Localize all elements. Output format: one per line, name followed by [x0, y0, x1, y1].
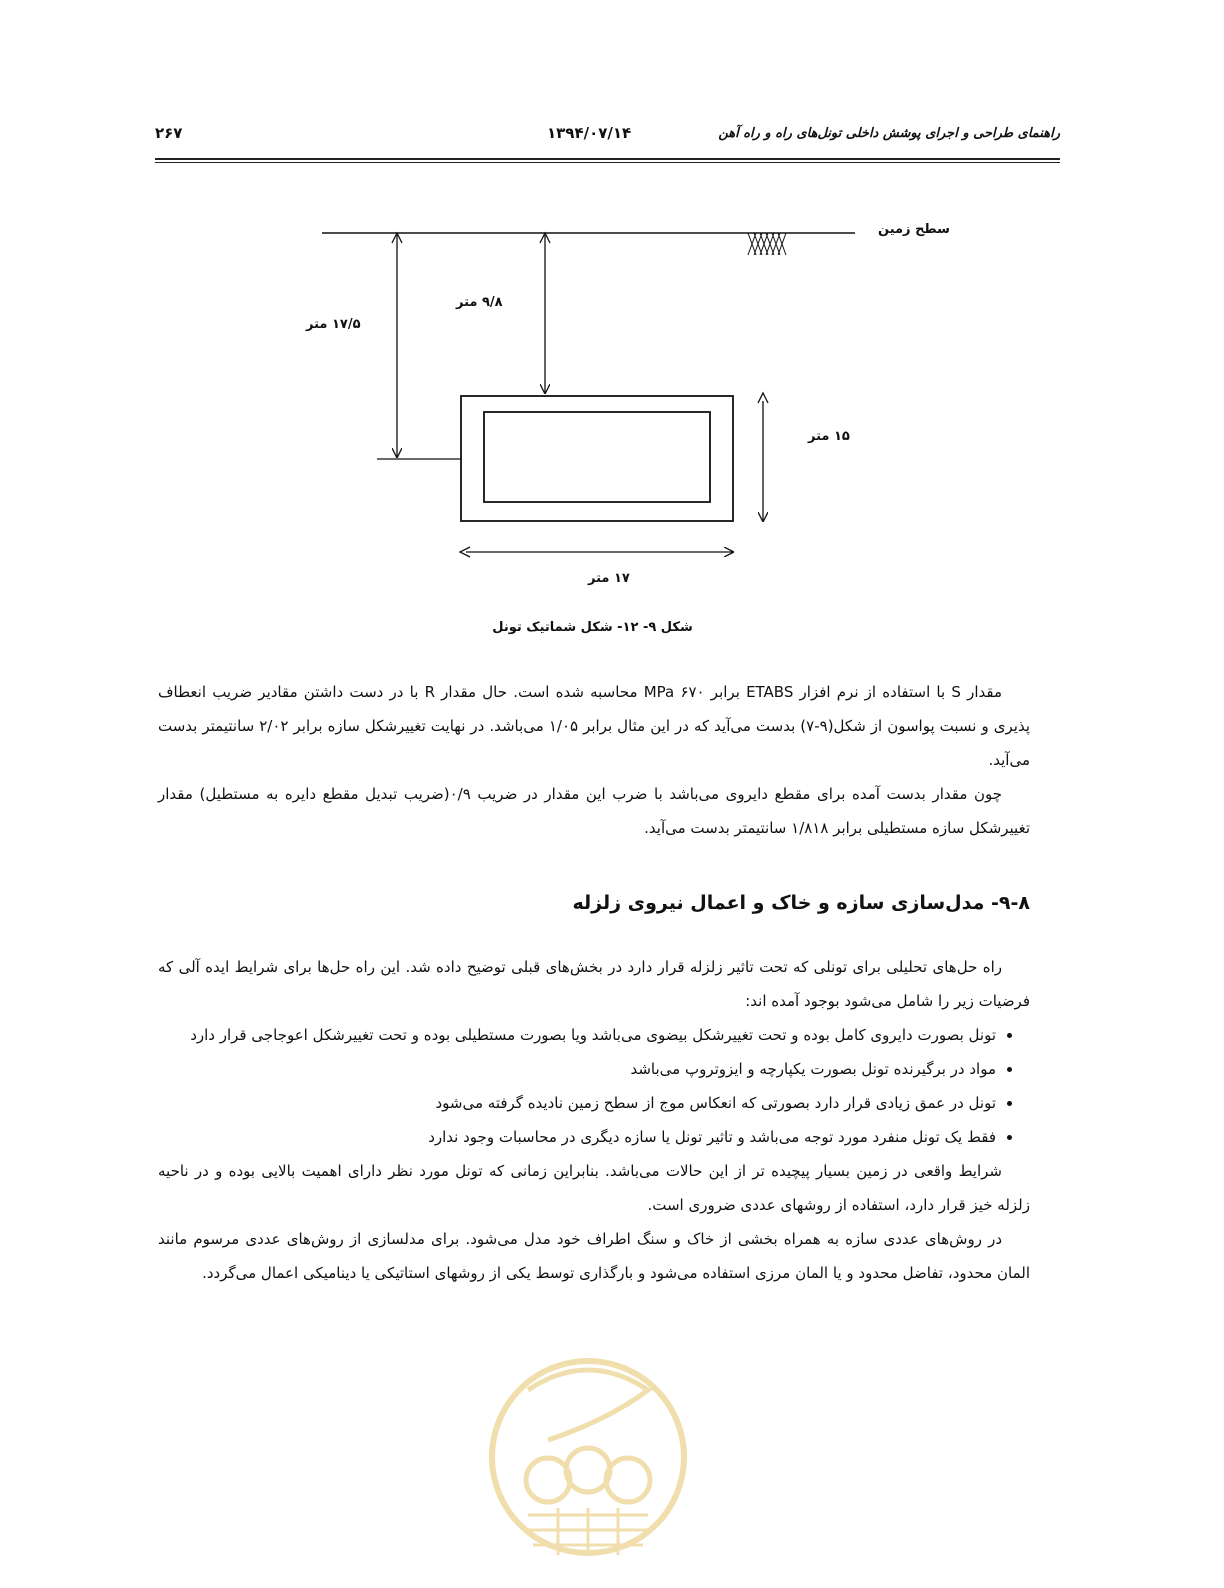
paragraph: مقدار S با استفاده از نرم افزار ETABS برابر ۶۷۰ MPa محاسبه شده است. حال مقدار R با در دست داشتن مقادیر ضریب انعطاف پذیری و نسبت پواسون از شکل(۹-۷) بدست می‌آید که در این مثال برابر ۱/۰۵ می‌باشد. در نهایت تغییرشکل سازه برابر ۲/۰۲ سانتیمتر بدست می‌آید. — [158, 683, 1030, 769]
width-label: ۱۷ متر — [588, 571, 630, 586]
ground-surface-label: سطح زمین — [878, 222, 950, 237]
section-heading: ۹-۸- مدل‌سازی سازه و خاک و اعمال نیروی زلزله — [572, 892, 1030, 914]
watermark-logo — [488, 1330, 688, 1584]
page-header — [155, 118, 1060, 158]
height-label: ۱۵ متر — [808, 429, 850, 444]
list-item: • تونل در عمق زیادی قرار دارد بصورتی که انعکاس موج از سطح زمین نادیده گرفته می‌شود — [158, 1086, 996, 1120]
paragraph: چون مقدار بدست آمده برای مقطع دایروی می‌باشد با ضرب این مقدار در ضریب ۰/۹(ضریب تبدیل مقطع دایره به مستطیل) مقدار تغییرشکل سازه مستطیلی برابر ۱/۸۱۸ سانتیمتر بدست می‌آید. — [158, 785, 1030, 837]
paragraph: در روش‌های عددی سازه به همراه بخشی از خاک و سنگ اطراف خود مدل می‌شود. برای مدلسازی از روش‌های عددی مرسوم مانند المان محدود، تفاضل محدود و یا المان مرزی استفاده می‌شود و بارگذاری توسط یکی از روشهای استاتیکی یا دینامیکی اعمال می‌گردد. — [158, 1230, 1030, 1282]
header-date: ۱۳۹۴/۰۷/۱۴ — [547, 124, 632, 142]
section-body — [158, 950, 1030, 1290]
figure-caption: شکل ۹- ۱۲- شکل شماتیک تونل — [492, 620, 693, 635]
watermark-seal-icon — [488, 1330, 688, 1584]
paragraph: راه حل‌های تحلیلی برای تونلی که تحت تاثیر زلزله قرار دارد در بخش‌های قبلی توضیح داده شد. این راه حل‌ها برای شرایط ایده آلی که فرضیات زیر را شامل می‌شود بوجود آمده اند: — [158, 958, 1030, 1010]
page-number: ۲۶۷ — [155, 124, 183, 142]
list-item: • تونل بصورت دایروی کامل بوده و تحت تغییرشکل بیضوی می‌باشد ویا بصورت مستطیلی بوده و تحت تغییرشکل اعوجاجی قرار دارد — [158, 1018, 996, 1052]
header-title: راهنمای طراحی و اجرای پوشش داخلی تونل‌های راه و راه آهن — [718, 126, 1060, 141]
assumption-list — [158, 1018, 1030, 1154]
header-rule-thin — [155, 162, 1060, 163]
list-item: • فقط یک تونل منفرد مورد توجه می‌باشد و تاثیر تونل یا سازه دیگری در محاسبات وجود ندارد — [158, 1120, 996, 1154]
paragraph: شرایط واقعی در زمین بسیار پیچیده تر از این حالات می‌باشد. بنابراین زمانی که تونل مورد نظر دارای اهمیت بالایی بوده و در ناحیه زلزله خیز قرار دارد، استفاده از روشهای عددی ضروری است. — [158, 1162, 1030, 1214]
header-rule — [155, 158, 1060, 160]
depth-total-label: ۱۷/۵ متر — [306, 317, 361, 332]
tunnel-schematic-svg — [290, 205, 970, 605]
ground-hatch-icon — [748, 233, 786, 255]
list-item: • مواد در برگیرنده تونل بصورت یکپارچه و ایزوتروپ می‌باشد — [158, 1052, 996, 1086]
tunnel-schematic-figure — [290, 205, 970, 605]
tunnel-inner-rect — [484, 412, 710, 502]
depth-top-label: ۹/۸ متر — [456, 295, 503, 310]
top-paragraphs — [158, 675, 1030, 845]
